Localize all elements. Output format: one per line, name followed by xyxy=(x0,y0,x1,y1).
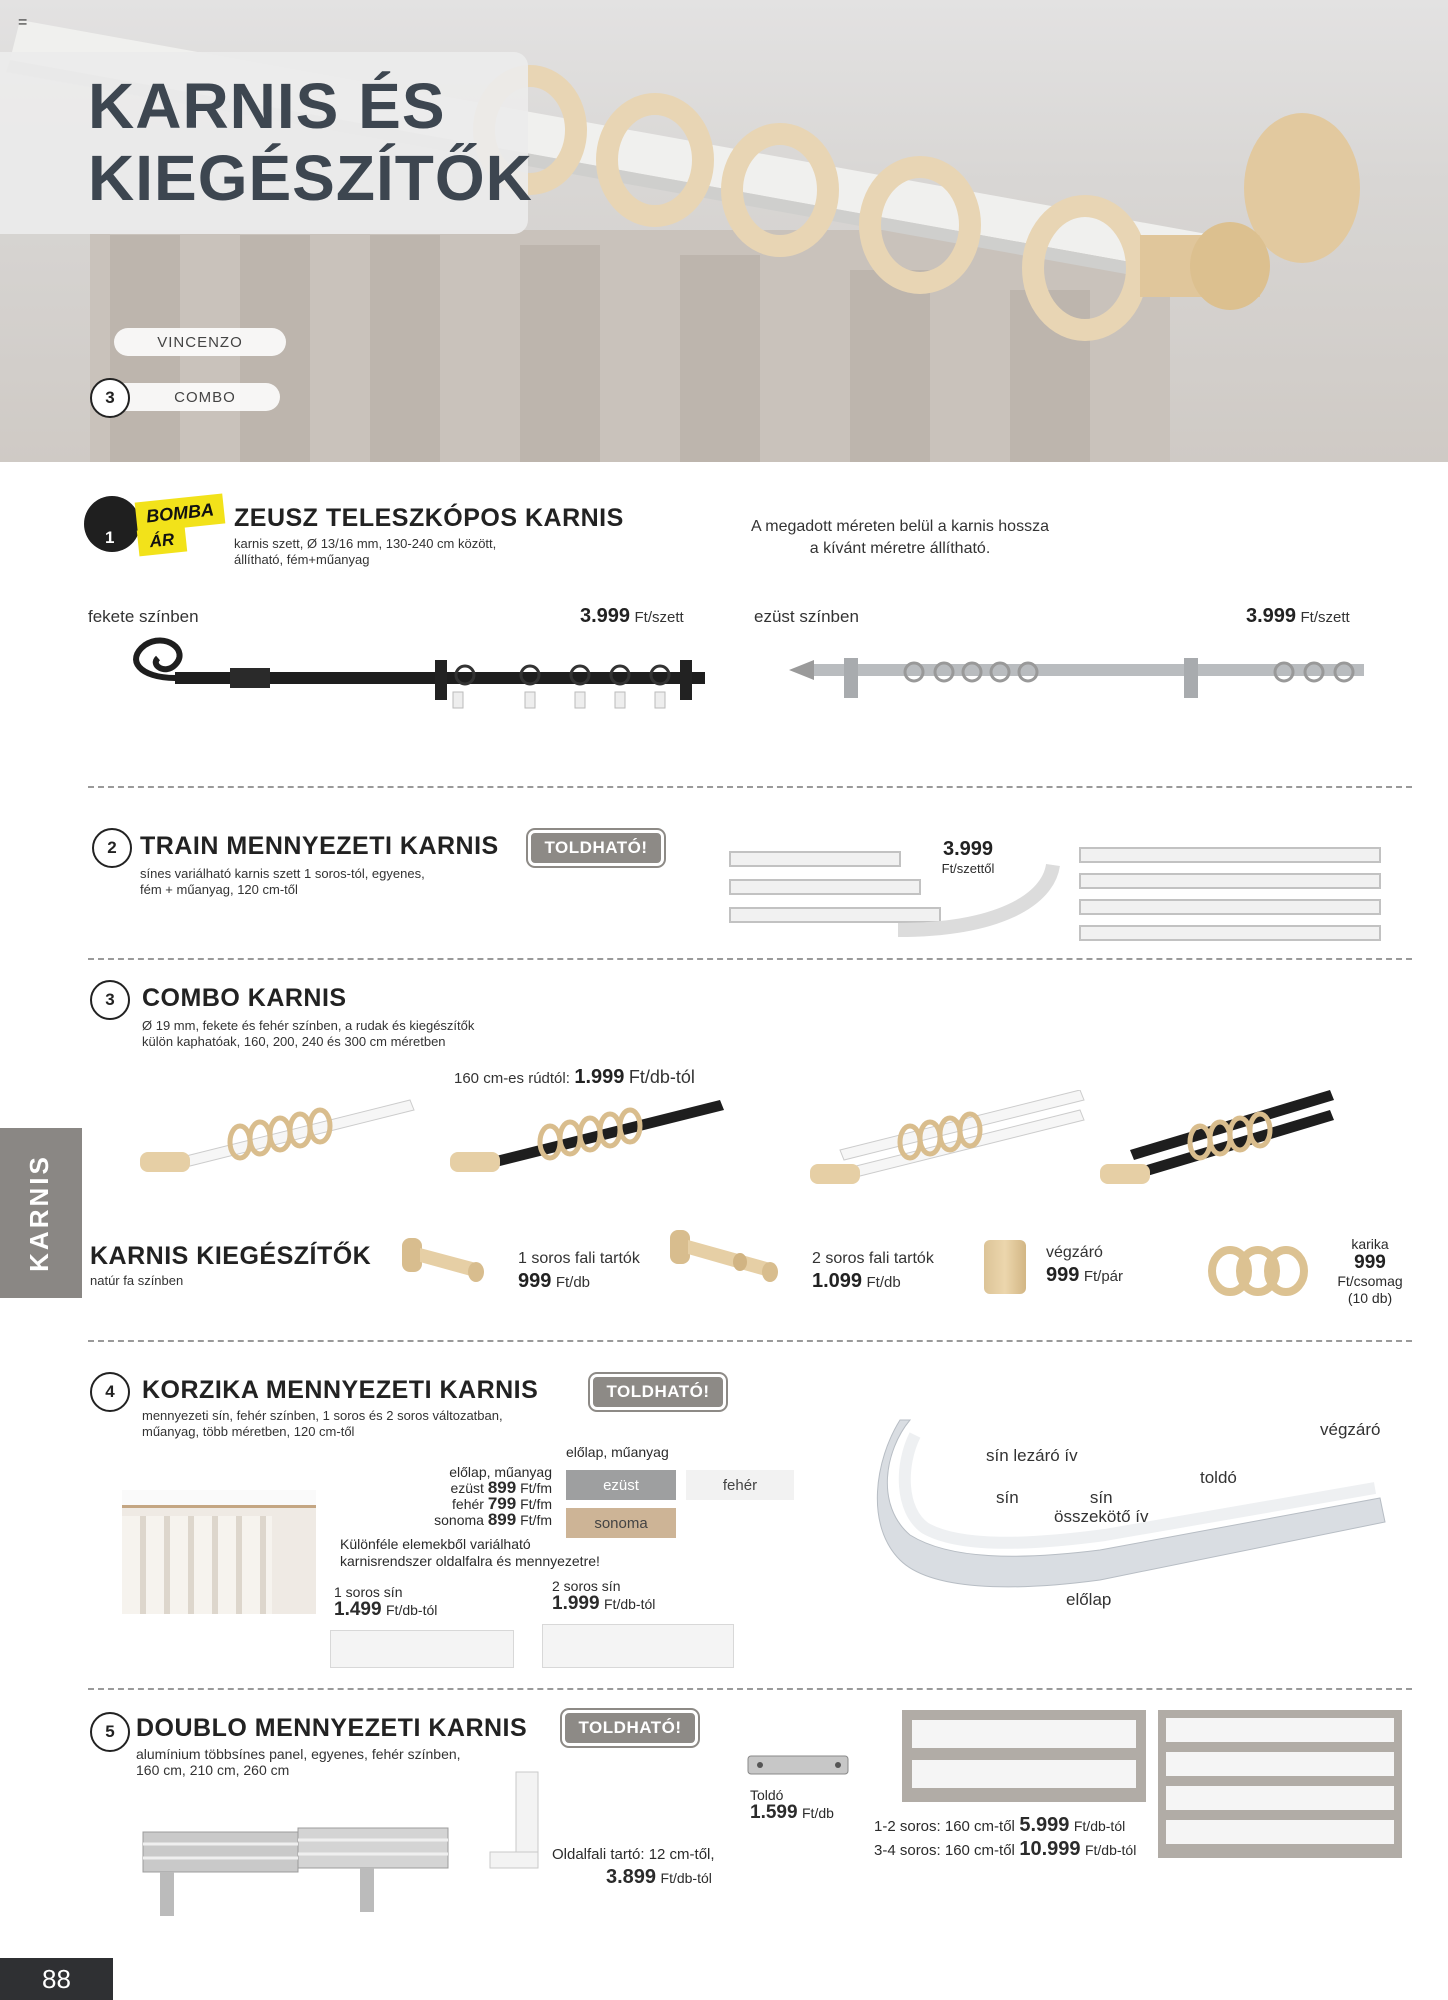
pill-vincenzo: VINCENZO xyxy=(114,328,286,356)
train-description: sínes variálható karnis szett 1 soros-tól, egyenes, fém + műanyag, 120 cm-től xyxy=(140,866,425,897)
train-number: 2 xyxy=(92,828,132,868)
zeusz-number: 1 xyxy=(105,528,115,547)
page-title xyxy=(88,70,533,214)
joiner-price: 1.599 xyxy=(750,1802,798,1823)
train-toldhato-badge: TOLDHATÓ! xyxy=(528,830,664,866)
combo-price-unit: Ft/db-tól xyxy=(628,1067,695,1087)
rings-note: (10 db) xyxy=(1347,1290,1393,1306)
end-cap-unit: Ft/pár xyxy=(1083,1268,1124,1285)
side-bracket-label: Oldalfali tartó: 12 cm-től, xyxy=(552,1846,715,1863)
train-title: TRAIN MENNYEZETI KARNIS xyxy=(140,832,499,860)
rows34-label: 3-4 soros: 160 cm-től xyxy=(874,1842,1015,1859)
silver-rod-image xyxy=(784,640,1374,720)
combo-rods-image xyxy=(130,1090,1360,1190)
black-rod-image xyxy=(120,630,710,720)
title-line-2: KIEGÉSZÍTŐK xyxy=(88,142,533,214)
zeusz-description: karnis szett, Ø 13/16 mm, 130-240 cm között, állítható, fém+műanyag xyxy=(234,536,497,567)
one-row-price: 1.499 xyxy=(334,1599,382,1620)
accessories-title: KARNIS KIEGÉSZÍTŐK xyxy=(90,1242,372,1270)
black-price: 3.999 xyxy=(580,605,631,627)
accessories-subtitle: natúr fa színben xyxy=(90,1273,184,1288)
two-row-price-block: 2 soros sín 1.999 Ft/db-tól xyxy=(552,1578,656,1614)
combo-price-prefix: 160 cm-es rúdtól: xyxy=(454,1070,570,1087)
combo-number: 3 xyxy=(90,980,130,1020)
combo-title: COMBO KARNIS xyxy=(142,984,347,1012)
front-white-row: fehér 799 Ft/fm xyxy=(452,1494,552,1513)
single-bracket-unit: Ft/db xyxy=(555,1274,591,1291)
rows34-price-block: 3-4 soros: 160 cm-től 10.999 Ft/db-tól xyxy=(874,1838,1137,1860)
rows12-price: 5.999 xyxy=(1019,1814,1070,1836)
combo-description: Ø 19 mm, fekete és fehér színben, a rudak és kiegészítők külön kaphatóak, 160, 200, 240 és 300 cm méretben xyxy=(142,1018,475,1049)
silver-price-block xyxy=(1246,605,1350,628)
title-line-1: KARNIS ÉS xyxy=(88,70,446,142)
zeusz-title: ZEUSZ TELESZKÓPOS KARNIS xyxy=(234,504,624,532)
silver-price-unit: Ft/szett xyxy=(1300,609,1350,626)
single-bracket-image xyxy=(400,1230,490,1290)
end-cap-label: végzáró xyxy=(1046,1244,1103,1261)
front-silver-row: ezüst 899 Ft/fm xyxy=(450,1478,552,1497)
one-row-label: 1 soros sín xyxy=(334,1584,403,1600)
combo-rod-white-double xyxy=(810,1090,1084,1184)
doublo-4row-image xyxy=(1158,1710,1402,1858)
front-prices-block xyxy=(392,1464,552,1528)
diagram-rail-label: sín xyxy=(996,1488,1019,1507)
rows34-price: 10.999 xyxy=(1019,1838,1081,1860)
end-cap-image xyxy=(984,1240,1026,1294)
doublo-title: DOUBLO MENNYEZETI KARNIS xyxy=(136,1714,528,1742)
train-price-block xyxy=(928,838,1008,876)
silver-price: 3.999 xyxy=(1246,605,1297,627)
double-bracket-price: 1.099 xyxy=(812,1270,863,1292)
one-row-price-block: 1 soros sín 1.499 Ft/db-tól xyxy=(334,1584,438,1620)
joiner-label: Toldó xyxy=(750,1787,784,1803)
diagram-connector-label: sín összekötő ív xyxy=(1054,1488,1149,1526)
front-sonoma-row: sonoma 899 Ft/fm xyxy=(434,1510,552,1529)
end-cap-price-block xyxy=(1046,1264,1123,1287)
double-bracket-label: 2 soros fali tartók xyxy=(812,1250,934,1267)
black-color-label: fekete színben xyxy=(88,607,199,626)
double-bracket-price-block xyxy=(812,1270,901,1293)
single-bracket-price-block xyxy=(518,1270,590,1293)
train-price: 3.999 xyxy=(942,838,994,860)
swatch-white: fehér xyxy=(686,1470,794,1500)
end-cap-price: 999 xyxy=(1046,1264,1080,1286)
rings-unit: Ft/csomag xyxy=(1337,1273,1403,1289)
side-bracket-image xyxy=(486,1770,556,1890)
joiner-image xyxy=(744,1750,854,1780)
bomba-badge: BOMBA xyxy=(135,493,226,532)
side-bracket-price: 3.899 xyxy=(606,1866,657,1888)
korzika-description: mennyezeti sín, fehér színben, 1 soros és 2 soros változatban, műanyag, több méretben, 120 cm-től xyxy=(142,1408,503,1439)
double-bracket-image xyxy=(668,1224,784,1290)
single-bracket-label: 1 soros fali tartók xyxy=(518,1250,640,1267)
rows12-price-block: 1-2 soros: 160 cm-től 5.999 Ft/db-tól xyxy=(874,1814,1126,1836)
doublo-panel-image xyxy=(138,1822,458,1922)
swatch-silver: ezüst xyxy=(566,1470,676,1500)
silver-color-label: ezüst színben xyxy=(754,607,859,626)
corner-mark: = xyxy=(18,14,28,31)
page-number: 88 xyxy=(0,1958,113,2000)
korzika-title: KORZIKA MENNYEZETI KARNIS xyxy=(142,1376,539,1404)
side-tab-label: KARNIS xyxy=(24,1154,54,1272)
swatch-sonoma: sonoma xyxy=(566,1508,676,1538)
zeusz-note: A megadott méreten belül a karnis hossza a kívánt méretre állítható. xyxy=(751,518,1049,557)
front-title: előlap, műanyag xyxy=(449,1464,552,1480)
doublo-description: alumínium többsínes panel, egyenes, fehér színben, 160 cm, 210 cm, 260 cm xyxy=(136,1746,461,1778)
divider-4 xyxy=(88,1688,1412,1690)
two-row-price: 1.999 xyxy=(552,1593,600,1614)
rows12-label: 1-2 soros: 160 cm-től xyxy=(874,1818,1015,1835)
side-bracket-price-block: 3.899 Ft/db-tól xyxy=(606,1866,712,1888)
diagram-joiner-label: toldó xyxy=(1200,1468,1237,1487)
single-bracket-price: 999 xyxy=(518,1270,552,1292)
korzika-toldhato-badge: TOLDHATÓ! xyxy=(590,1374,726,1410)
rings-image xyxy=(1206,1244,1310,1298)
combo-price-block xyxy=(454,1066,695,1089)
joiner-price-block: Toldó 1.599 Ft/db xyxy=(750,1787,834,1823)
doublo-2row-image xyxy=(902,1710,1146,1802)
combo-rod-white-single xyxy=(140,1100,414,1172)
diagram-arc-label: sín lezáró ív xyxy=(986,1446,1078,1465)
doublo-toldhato-badge: TOLDHATÓ! xyxy=(562,1710,698,1746)
rings-price: 999 xyxy=(1354,1252,1386,1273)
doublo-number: 5 xyxy=(90,1712,130,1752)
two-row-rail-image xyxy=(542,1624,734,1668)
one-row-rail-image xyxy=(330,1630,514,1668)
black-price-block xyxy=(580,605,684,628)
train-price-unit: Ft/szettől xyxy=(941,861,995,876)
divider-3 xyxy=(88,1340,1412,1342)
korzika-number: 4 xyxy=(90,1372,130,1412)
combo-rod-black-double xyxy=(1100,1090,1334,1184)
end-cap xyxy=(1190,222,1270,310)
diagram-front-label: előlap xyxy=(1066,1590,1112,1609)
korzika-room-image xyxy=(122,1490,316,1614)
divider-2 xyxy=(88,958,1412,960)
ar-badge: ÁR xyxy=(137,526,187,557)
combo-rod-black-single xyxy=(450,1100,724,1172)
rings-label: karika xyxy=(1351,1236,1389,1252)
double-bracket-unit: Ft/db xyxy=(866,1274,901,1291)
pill-combo: COMBO xyxy=(110,383,280,411)
black-price-unit: Ft/szett xyxy=(634,609,684,626)
divider-1 xyxy=(88,786,1412,788)
rings-price-block xyxy=(1320,1236,1420,1307)
pill-combo-number: 3 xyxy=(90,378,130,418)
korzika-note: Különféle elemekből variálható karnisrendszer oldalfalra és mennyezetre! xyxy=(340,1536,600,1569)
two-row-label: 2 soros sín xyxy=(552,1578,621,1594)
swatch-title: előlap, műanyag xyxy=(566,1444,669,1460)
diagram-end-label: végzáró xyxy=(1320,1420,1381,1439)
combo-price: 1.999 xyxy=(574,1066,625,1088)
train-rail-image xyxy=(728,840,1388,950)
